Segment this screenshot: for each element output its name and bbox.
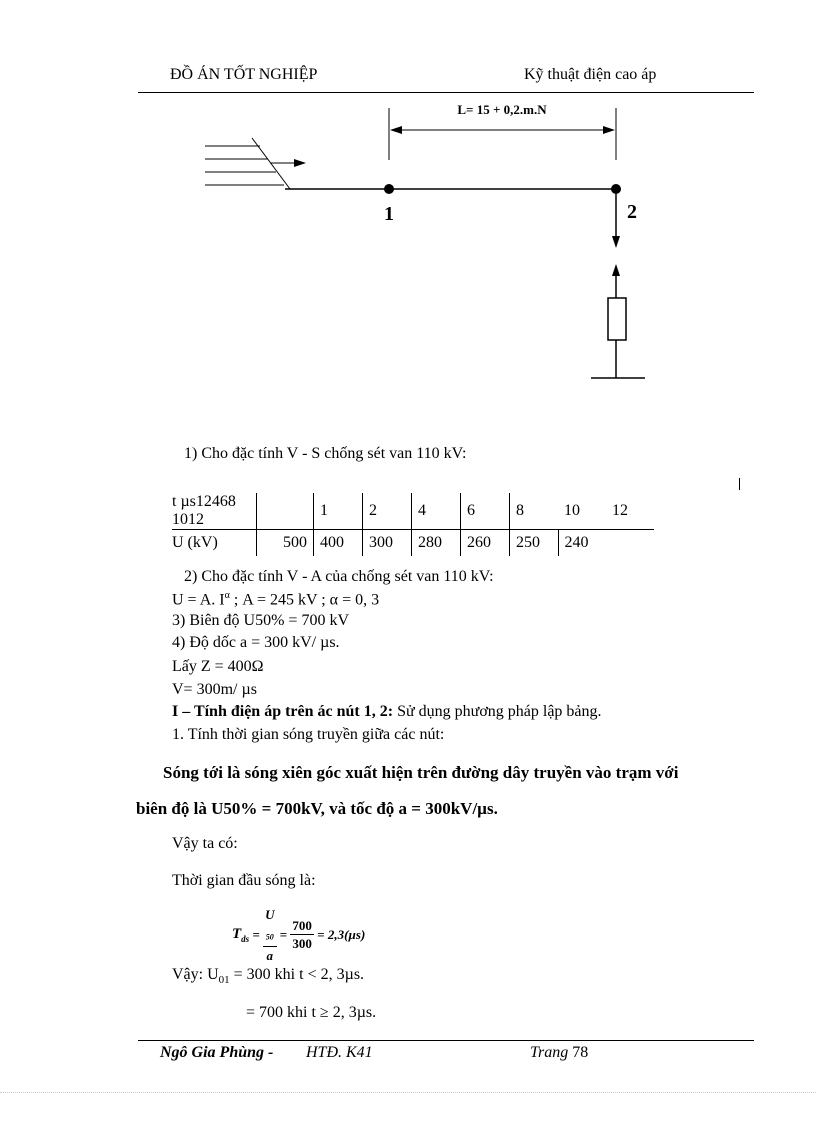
- va-formula: U = A. $I^\alpha$ ; A = 245 kV ; α = 0, 3: [172, 590, 380, 609]
- node-1-label: 1: [384, 203, 394, 225]
- vs-table: [172, 493, 654, 556]
- vs-cell: 280: [412, 530, 461, 557]
- footer-rule: [138, 1040, 754, 1041]
- vs-cell: 500: [257, 530, 314, 557]
- given-item-3: 3) Biên độ U50% = 700 kV: [172, 612, 350, 629]
- vs-cell: 6: [461, 493, 510, 530]
- arrester-body: [608, 298, 626, 340]
- arrester-up-arrow: [612, 264, 620, 276]
- length-label: L= 15 + 0,2.m.N: [457, 102, 547, 117]
- dim-arrow-right: [603, 126, 615, 134]
- vs-cell: 260: [461, 530, 510, 557]
- velocity-value: V= 300m/ µs: [172, 681, 257, 698]
- front-time-formula: $T_{ds}$ = U $_{50}$ a = $\frac{700}{300}$ = 2,3(µs): [232, 907, 366, 963]
- given-item-1: 1) Cho đặc tính V - S chống sét van 110 kV:: [184, 445, 467, 462]
- vs-cell: 250: [510, 530, 559, 557]
- vs-table-row-time: [172, 493, 654, 530]
- stray-mark: [739, 478, 740, 490]
- vs-cell: t µs12468 1012: [172, 493, 236, 528]
- given-item-4: 4) Độ dốc a = 300 kV/ µs.: [172, 634, 340, 651]
- vs-cell: 4: [412, 493, 461, 530]
- wave-direction-arrow: [294, 159, 306, 167]
- calc-front-time-label: Thời gian đầu sóng là:: [172, 872, 316, 889]
- section-title: I – Tính điện áp trên ác nút 1, 2: Sử dụng phương pháp lập bảng.: [172, 703, 602, 720]
- fraction-u50-over-a: U $_{50}$ a: [265, 907, 275, 963]
- fraction-700-over-300: $\frac{700}{300}$: [292, 918, 312, 952]
- vs-table-row-voltage: [172, 530, 654, 557]
- node-2-dot: [611, 184, 621, 194]
- footer-author: Ngô Gia Phùng -: [160, 1044, 274, 1061]
- node-2-down-arrow: [612, 236, 620, 248]
- paragraph-line-2: biên độ là U50% = 700kV, và tốc độ a = 300kV/µs.: [136, 799, 498, 818]
- paragraph-line-1: Sóng tới là sóng xiên góc xuất hiện trên đường dây truyền vào trạm với: [163, 763, 679, 782]
- condition-1: Vậy: $U_{01} = 300$ khi t < 2, 3µs.: [172, 966, 365, 987]
- node-2-label: 2: [627, 201, 637, 223]
- vs-cell: [257, 493, 314, 530]
- page-bottom-border: [0, 1092, 816, 1093]
- node-1-dot: [384, 184, 394, 194]
- vs-cell: U (kV): [172, 534, 218, 551]
- circuit-diagram: [0, 0, 816, 400]
- header-right: Kỹ thuật điện cao áp: [524, 66, 657, 83]
- section-sub-1: 1. Tính thời gian sóng truyền giữa các nút:: [172, 726, 445, 743]
- vs-cell: 1: [314, 493, 363, 530]
- vs-cell: 300: [363, 530, 412, 557]
- impedance-value: Lấy Z = 400Ω: [172, 658, 264, 675]
- vs-cell: 8: [510, 493, 559, 530]
- dim-arrow-left: [390, 126, 402, 134]
- footer-class: HTĐ. K41: [306, 1044, 373, 1061]
- footer-page: Trang 78: [530, 1044, 589, 1061]
- vs-cell: 10: [564, 502, 580, 519]
- vs-cell: 2: [363, 493, 412, 530]
- given-item-2: 2) Cho đặc tính V - A của chống sét van 110 kV:: [184, 568, 494, 585]
- vs-cell: 240: [558, 530, 606, 557]
- condition-2: = 700 khi t ≥ 2, 3µs.: [246, 1004, 377, 1021]
- vs-cell: 12: [612, 502, 628, 519]
- vs-cell: 400: [314, 530, 363, 557]
- header-left: ĐỒ ÁN TỐT NGHIỆP: [170, 66, 318, 83]
- calc-intro: Vậy ta có:: [172, 835, 238, 852]
